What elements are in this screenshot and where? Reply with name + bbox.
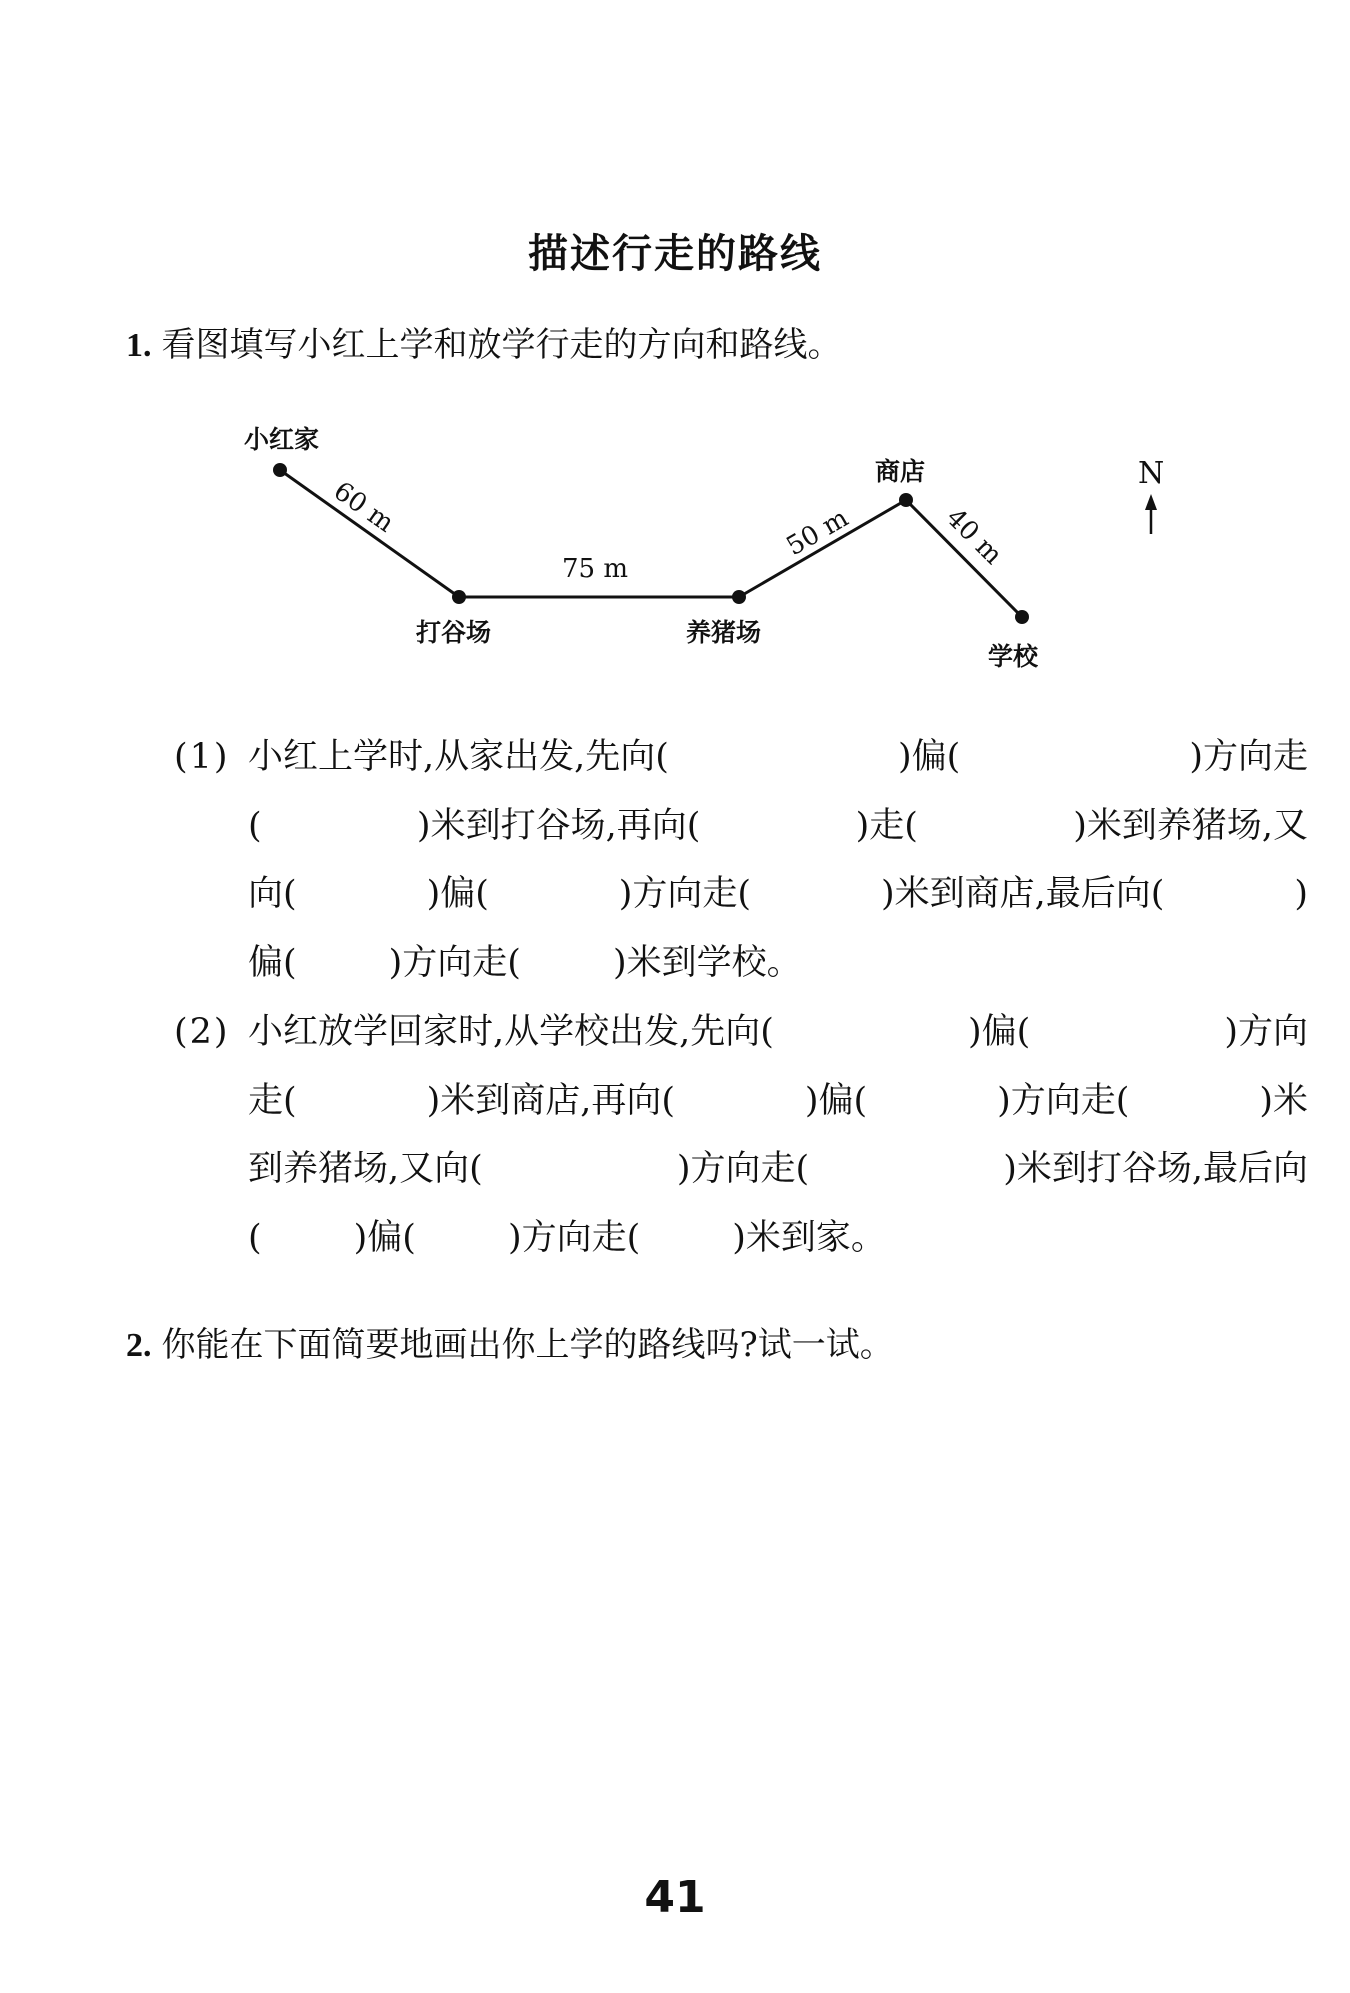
route-segment-home-threshing [280, 470, 459, 597]
label-home: 小红家 [244, 425, 320, 454]
text-segment: )方向走( [618, 874, 752, 914]
text-segment: 走( [248, 1080, 297, 1121]
text-segment: )方向 [1224, 1012, 1308, 1052]
text-segment: ( [248, 1217, 262, 1258]
text-segment: 到养猪场,又向( [248, 1149, 483, 1189]
part-1-line-1 [248, 723, 1308, 792]
text-segment: )方向走( [997, 1080, 1130, 1121]
part-2-line-4 [248, 1204, 1308, 1273]
question-2 [126, 1325, 894, 1366]
text-segment: )方向走( [388, 942, 521, 983]
label-pig-farm: 养猪场 [686, 618, 762, 647]
text-segment: )米到打谷场,最后向 [1003, 1149, 1308, 1189]
text-segment: )偏( [804, 1080, 868, 1121]
part-1-lines [248, 723, 1308, 997]
page-title: 描述行走的路线 [528, 231, 822, 277]
question-2-text: 你能在下面简要地画出你上学的路线吗?试一试。 [161, 1325, 894, 1365]
label-threshing-ground: 打谷场 [416, 618, 492, 647]
part-1-label: (1) [174, 737, 230, 777]
part-2-line-1 [248, 998, 1308, 1067]
text-segment: )米到养猪场,又 [1073, 805, 1308, 846]
question-2-number: 2. [126, 1327, 152, 1364]
point-threshing-ground [452, 590, 466, 604]
north-arrow-icon [1145, 494, 1157, 510]
distance-threshing-pig: 75 m [562, 554, 629, 584]
text-segment: )走( [855, 805, 918, 846]
text-segment: ) [1294, 874, 1308, 914]
text-segment: )米到商店,再向( [426, 1080, 675, 1121]
text-segment: 向( [248, 874, 297, 914]
part-1-line-4 [248, 929, 1308, 998]
page-number: 41 [644, 1872, 706, 1923]
route-map [0, 0, 1350, 700]
compass [1138, 456, 1164, 534]
part-1-line-2 [248, 792, 1308, 861]
point-pig-farm [732, 590, 746, 604]
text-segment: 小红放学回家时,从学校出发,先向( [248, 1012, 774, 1052]
drawing-area[interactable] [126, 1400, 1226, 1840]
point-shop [899, 493, 913, 507]
distance-pig-shop: 50 m [781, 503, 854, 563]
part-2-label: (2) [174, 1012, 230, 1052]
distance-shop-school: 40 m [940, 502, 1008, 571]
point-school [1015, 610, 1029, 624]
part-1-line-3 [248, 860, 1308, 929]
part-2-lines [248, 998, 1308, 1272]
text-segment: 偏( [248, 942, 297, 983]
text-segment: )米到商店,最后向( [881, 874, 1165, 914]
text-segment: )偏( [426, 874, 489, 914]
label-shop: 商店 [875, 457, 926, 486]
text-segment: )米 [1259, 1080, 1308, 1121]
question-1-text: 看图填写小红上学和放学行走的方向和路线。 [161, 325, 842, 365]
part-2-line-3 [248, 1135, 1308, 1204]
point-home [273, 463, 287, 477]
part-2-line-2 [248, 1067, 1308, 1136]
text-segment: )米到家。 [732, 1217, 886, 1258]
text-segment: )方向走( [676, 1149, 810, 1189]
text-segment: )偏( [967, 1012, 1031, 1052]
question-1-number: 1. [126, 327, 152, 364]
label-school: 学校 [988, 642, 1039, 671]
text-segment: 小红上学时,从家出发,先向( [248, 737, 669, 777]
compass-north-label: N [1138, 456, 1165, 491]
text-segment: )米到打谷场,再向( [416, 805, 701, 846]
text-segment: ( [248, 805, 262, 846]
distance-home-threshing: 60 m [327, 476, 400, 539]
text-segment: )方向走 [1189, 737, 1308, 777]
text-segment: )偏( [897, 737, 961, 777]
text-segment: )米到学校。 [612, 942, 802, 983]
text-segment: )偏( [353, 1217, 416, 1258]
text-segment: )方向走( [507, 1217, 641, 1258]
